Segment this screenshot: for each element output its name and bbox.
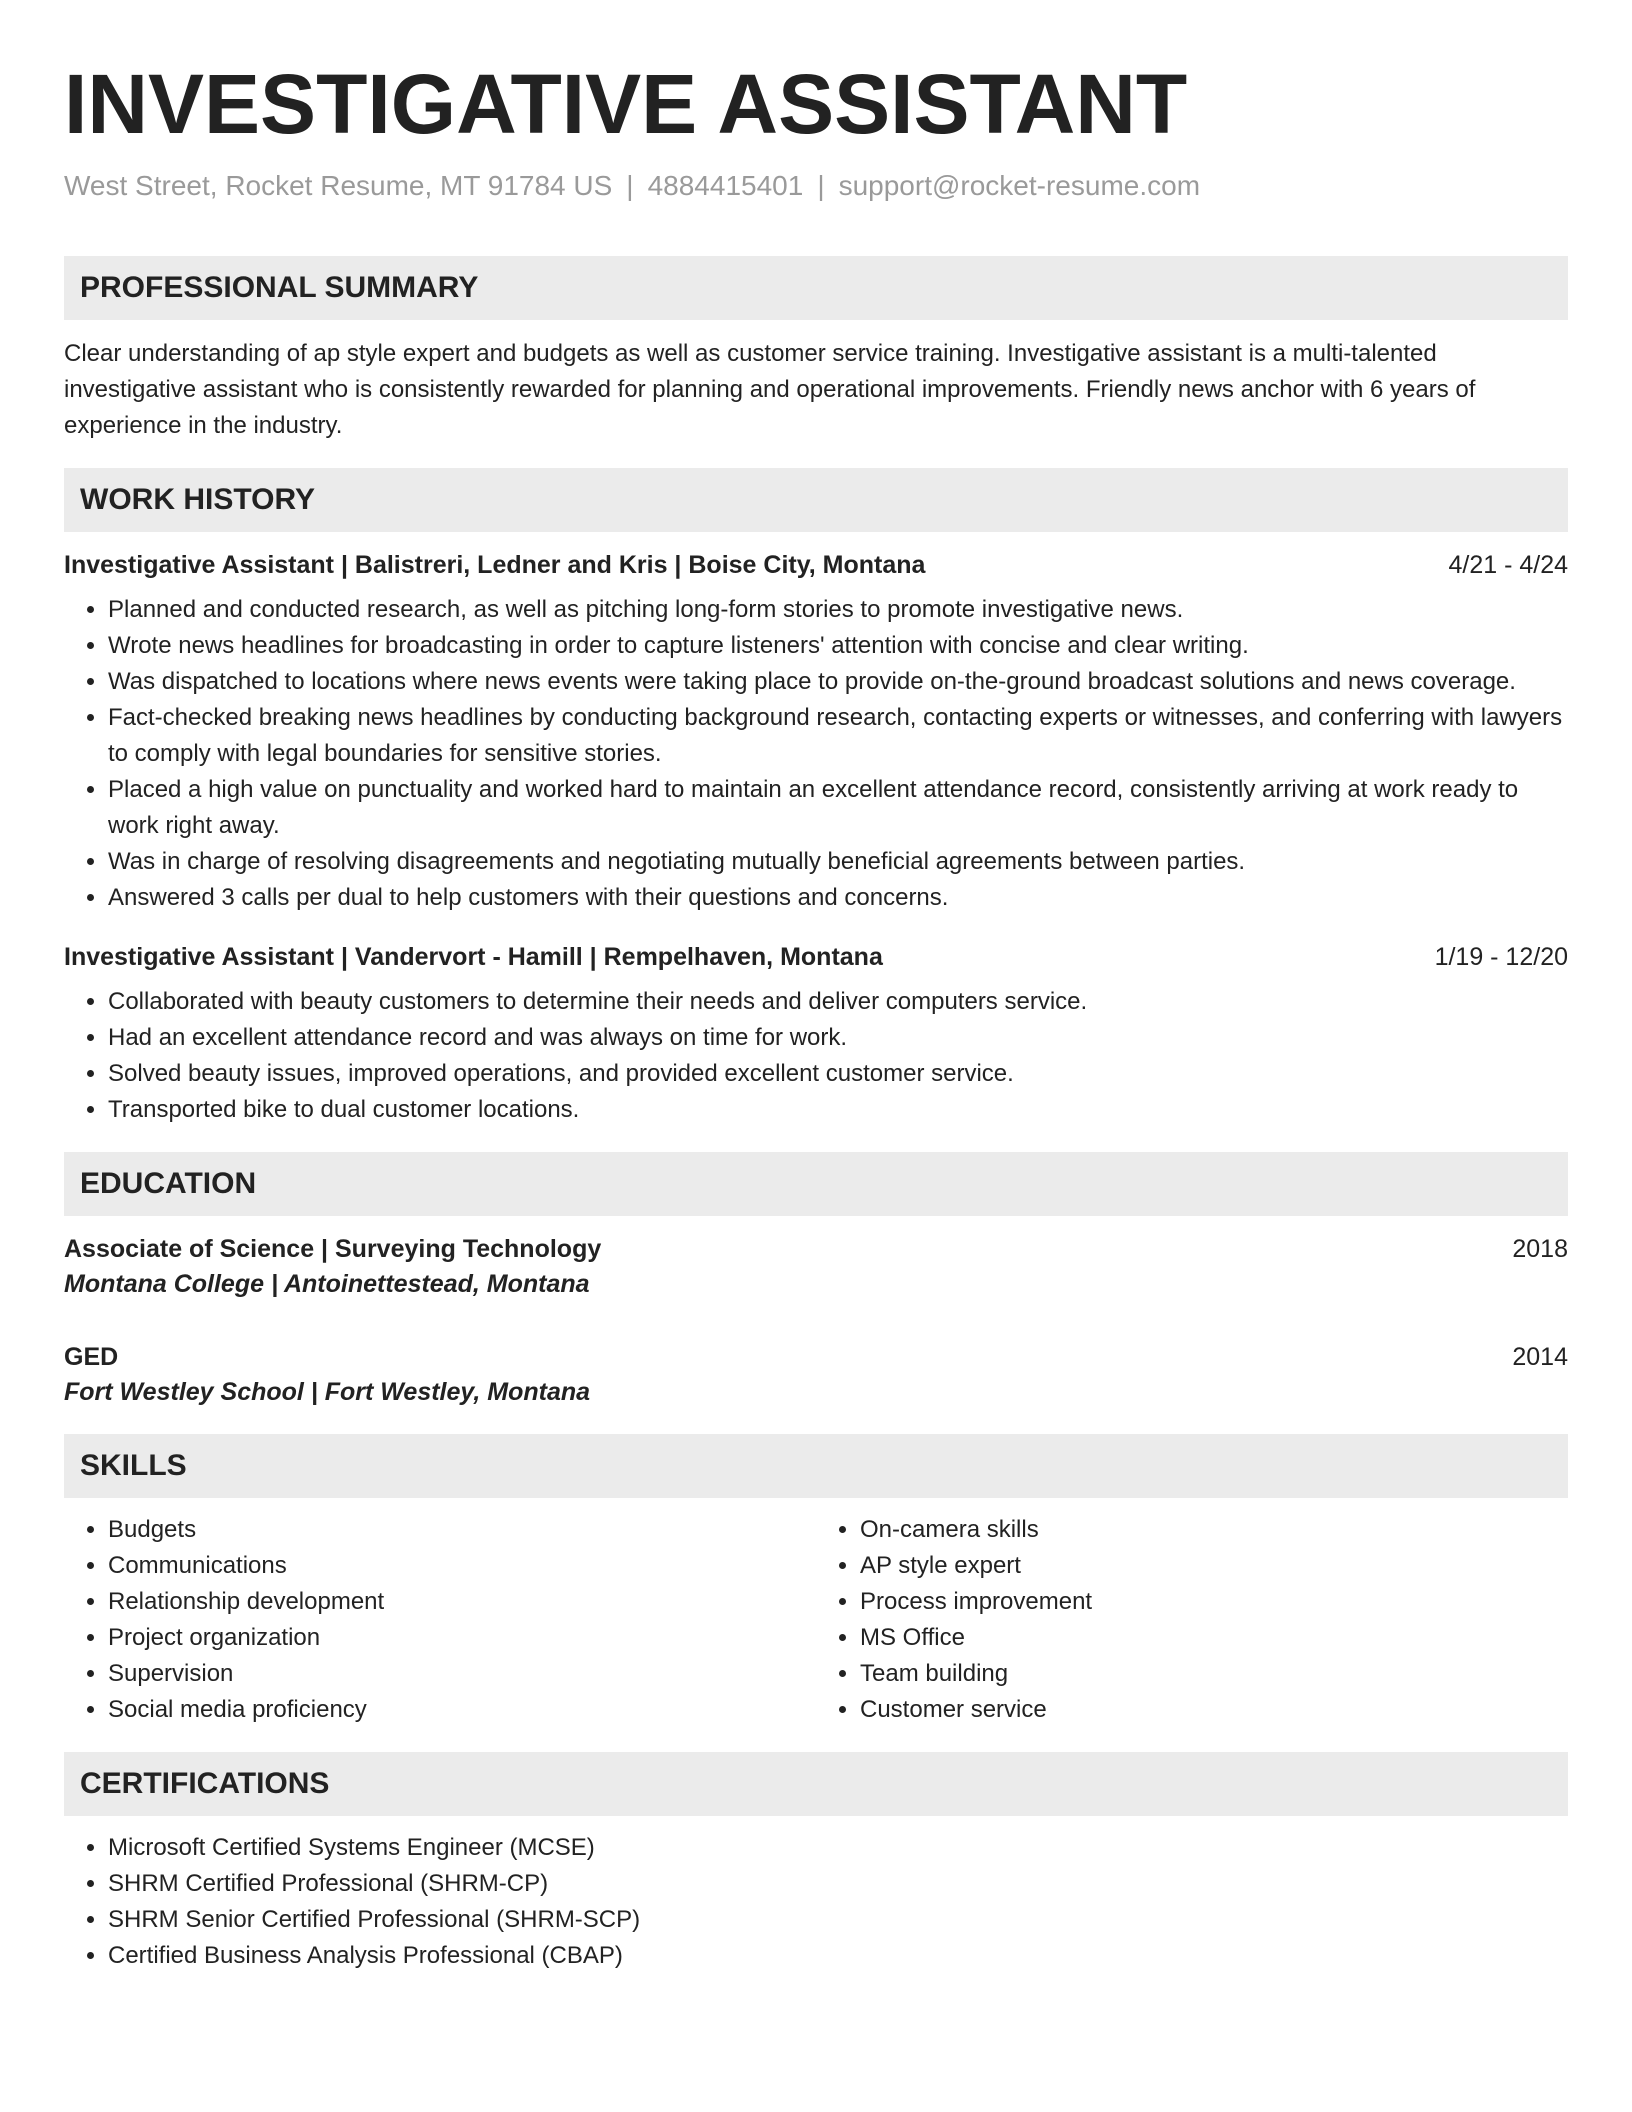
summary-heading: PROFESSIONAL SUMMARY (64, 256, 1568, 320)
contact-separator: | (817, 170, 825, 201)
contact-line (64, 168, 1568, 204)
skill-item: • On-camera skills (860, 1512, 1568, 1548)
summary-text: Clear understanding of ap style expert and budgets as well as customer service training. Investigative assistant is a multi-talented investigative assistant who is consistently rewarded for planning and operational improvements. Friendly news anchor with 6 years of experience in the industry. (64, 340, 1476, 439)
skill-item: • Relationship development (108, 1584, 816, 1620)
contact-address: West Street, Rocket Resume, MT 91784 US (64, 170, 613, 201)
education-header (64, 1232, 1568, 1266)
certifications-list (64, 1830, 1568, 1974)
resume-name: INVESTIGATIVE ASSISTANT (64, 57, 1188, 151)
job-bullet: • Fact-checked breaking news headlines by conducting background research, contacting experts or witnesses, and conferring with lawyers to comply with legal boundaries for sensitive stories. (108, 700, 1568, 772)
education-heading: EDUCATION (64, 1152, 1568, 1216)
job-bullet: • Had an excellent attendance record and was always on time for work. (108, 1020, 1568, 1056)
contact-separator: | (626, 170, 634, 201)
job-title: Investigative Assistant | Vandervort - Hamill | Rempelhaven, Montana (64, 943, 883, 971)
contact-phone: 4884415401 (647, 170, 804, 201)
skill-item: • MS Office (860, 1620, 1568, 1656)
education-entry (64, 1232, 1568, 1302)
job-bullets (64, 984, 1568, 1128)
certification-item: • SHRM Certified Professional (SHRM-CP) (108, 1866, 1568, 1902)
job-bullet: • Wrote news headlines for broadcasting in order to capture listeners' attention with concise and clear writing. (108, 628, 1568, 664)
job-bullet: • Collaborated with beauty customers to determine their needs and deliver computers service. (108, 984, 1568, 1020)
job-bullets (64, 592, 1568, 916)
job-bullet: • Placed a high value on punctuality and worked hard to maintain an excellent attendance record, consistently arriving at work ready to work right away. (108, 772, 1568, 844)
skill-item: • Customer service (860, 1692, 1568, 1728)
skill-item: • AP style expert (860, 1548, 1568, 1584)
education-entry (64, 1340, 1568, 1410)
skill-item: • Communications (108, 1548, 816, 1584)
job-entry (64, 940, 1568, 1128)
skills-left-column (64, 1512, 816, 1728)
education-school: Fort Westley School | Fort Westley, Montana (64, 1378, 591, 1406)
certification-item: • Microsoft Certified Systems Engineer (MCSE) (108, 1830, 1568, 1866)
job-header (64, 940, 1568, 974)
skill-item: • Budgets (108, 1512, 816, 1548)
job-bullet: • Planned and conducted research, as well as pitching long-form stories to promote investigative news. (108, 592, 1568, 628)
skill-item: • Social media proficiency (108, 1692, 816, 1728)
skills-columns (64, 1512, 1568, 1728)
job-bullet: • Answered 3 calls per dual to help customers with their questions and concerns. (108, 880, 1568, 916)
skill-item: • Team building (860, 1656, 1568, 1692)
job-bullet: • Was in charge of resolving disagreements and negotiating mutually beneficial agreements between parties. (108, 844, 1568, 880)
skills-heading: SKILLS (64, 1434, 1568, 1498)
education-year: 2018 (1512, 1235, 1568, 1263)
education-degree: GED (64, 1343, 119, 1371)
job-bullet: • Transported bike to dual customer locations. (108, 1092, 1568, 1128)
certification-item: • Certified Business Analysis Professional (CBAP) (108, 1938, 1568, 1974)
job-entry (64, 548, 1568, 916)
work-history-heading: WORK HISTORY (64, 468, 1568, 532)
skill-item: • Supervision (108, 1656, 816, 1692)
job-bullet: • Solved beauty issues, improved operations, and provided excellent customer service. (108, 1056, 1568, 1092)
job-dates: 4/21 - 4/24 (1448, 551, 1568, 579)
certifications-heading: CERTIFICATIONS (64, 1752, 1568, 1816)
skills-right-column (816, 1512, 1568, 1728)
contact-email: support@rocket-resume.com (838, 170, 1201, 201)
job-bullet: • Was dispatched to locations where news events were taking place to provide on-the-ground broadcast solutions and news coverage. (108, 664, 1568, 700)
education-degree: Associate of Science | Surveying Technology (64, 1235, 602, 1263)
job-dates: 1/19 - 12/20 (1434, 943, 1568, 971)
education-year: 2014 (1512, 1343, 1568, 1371)
job-title: Investigative Assistant | Balistreri, Ledner and Kris | Boise City, Montana (64, 551, 926, 579)
certification-item: • SHRM Senior Certified Professional (SHRM-SCP) (108, 1902, 1568, 1938)
skill-item: • Process improvement (860, 1584, 1568, 1620)
education-header (64, 1340, 1568, 1374)
skill-item: • Project organization (108, 1620, 816, 1656)
job-header (64, 548, 1568, 582)
education-school: Montana College | Antoinettestead, Montana (64, 1270, 590, 1298)
